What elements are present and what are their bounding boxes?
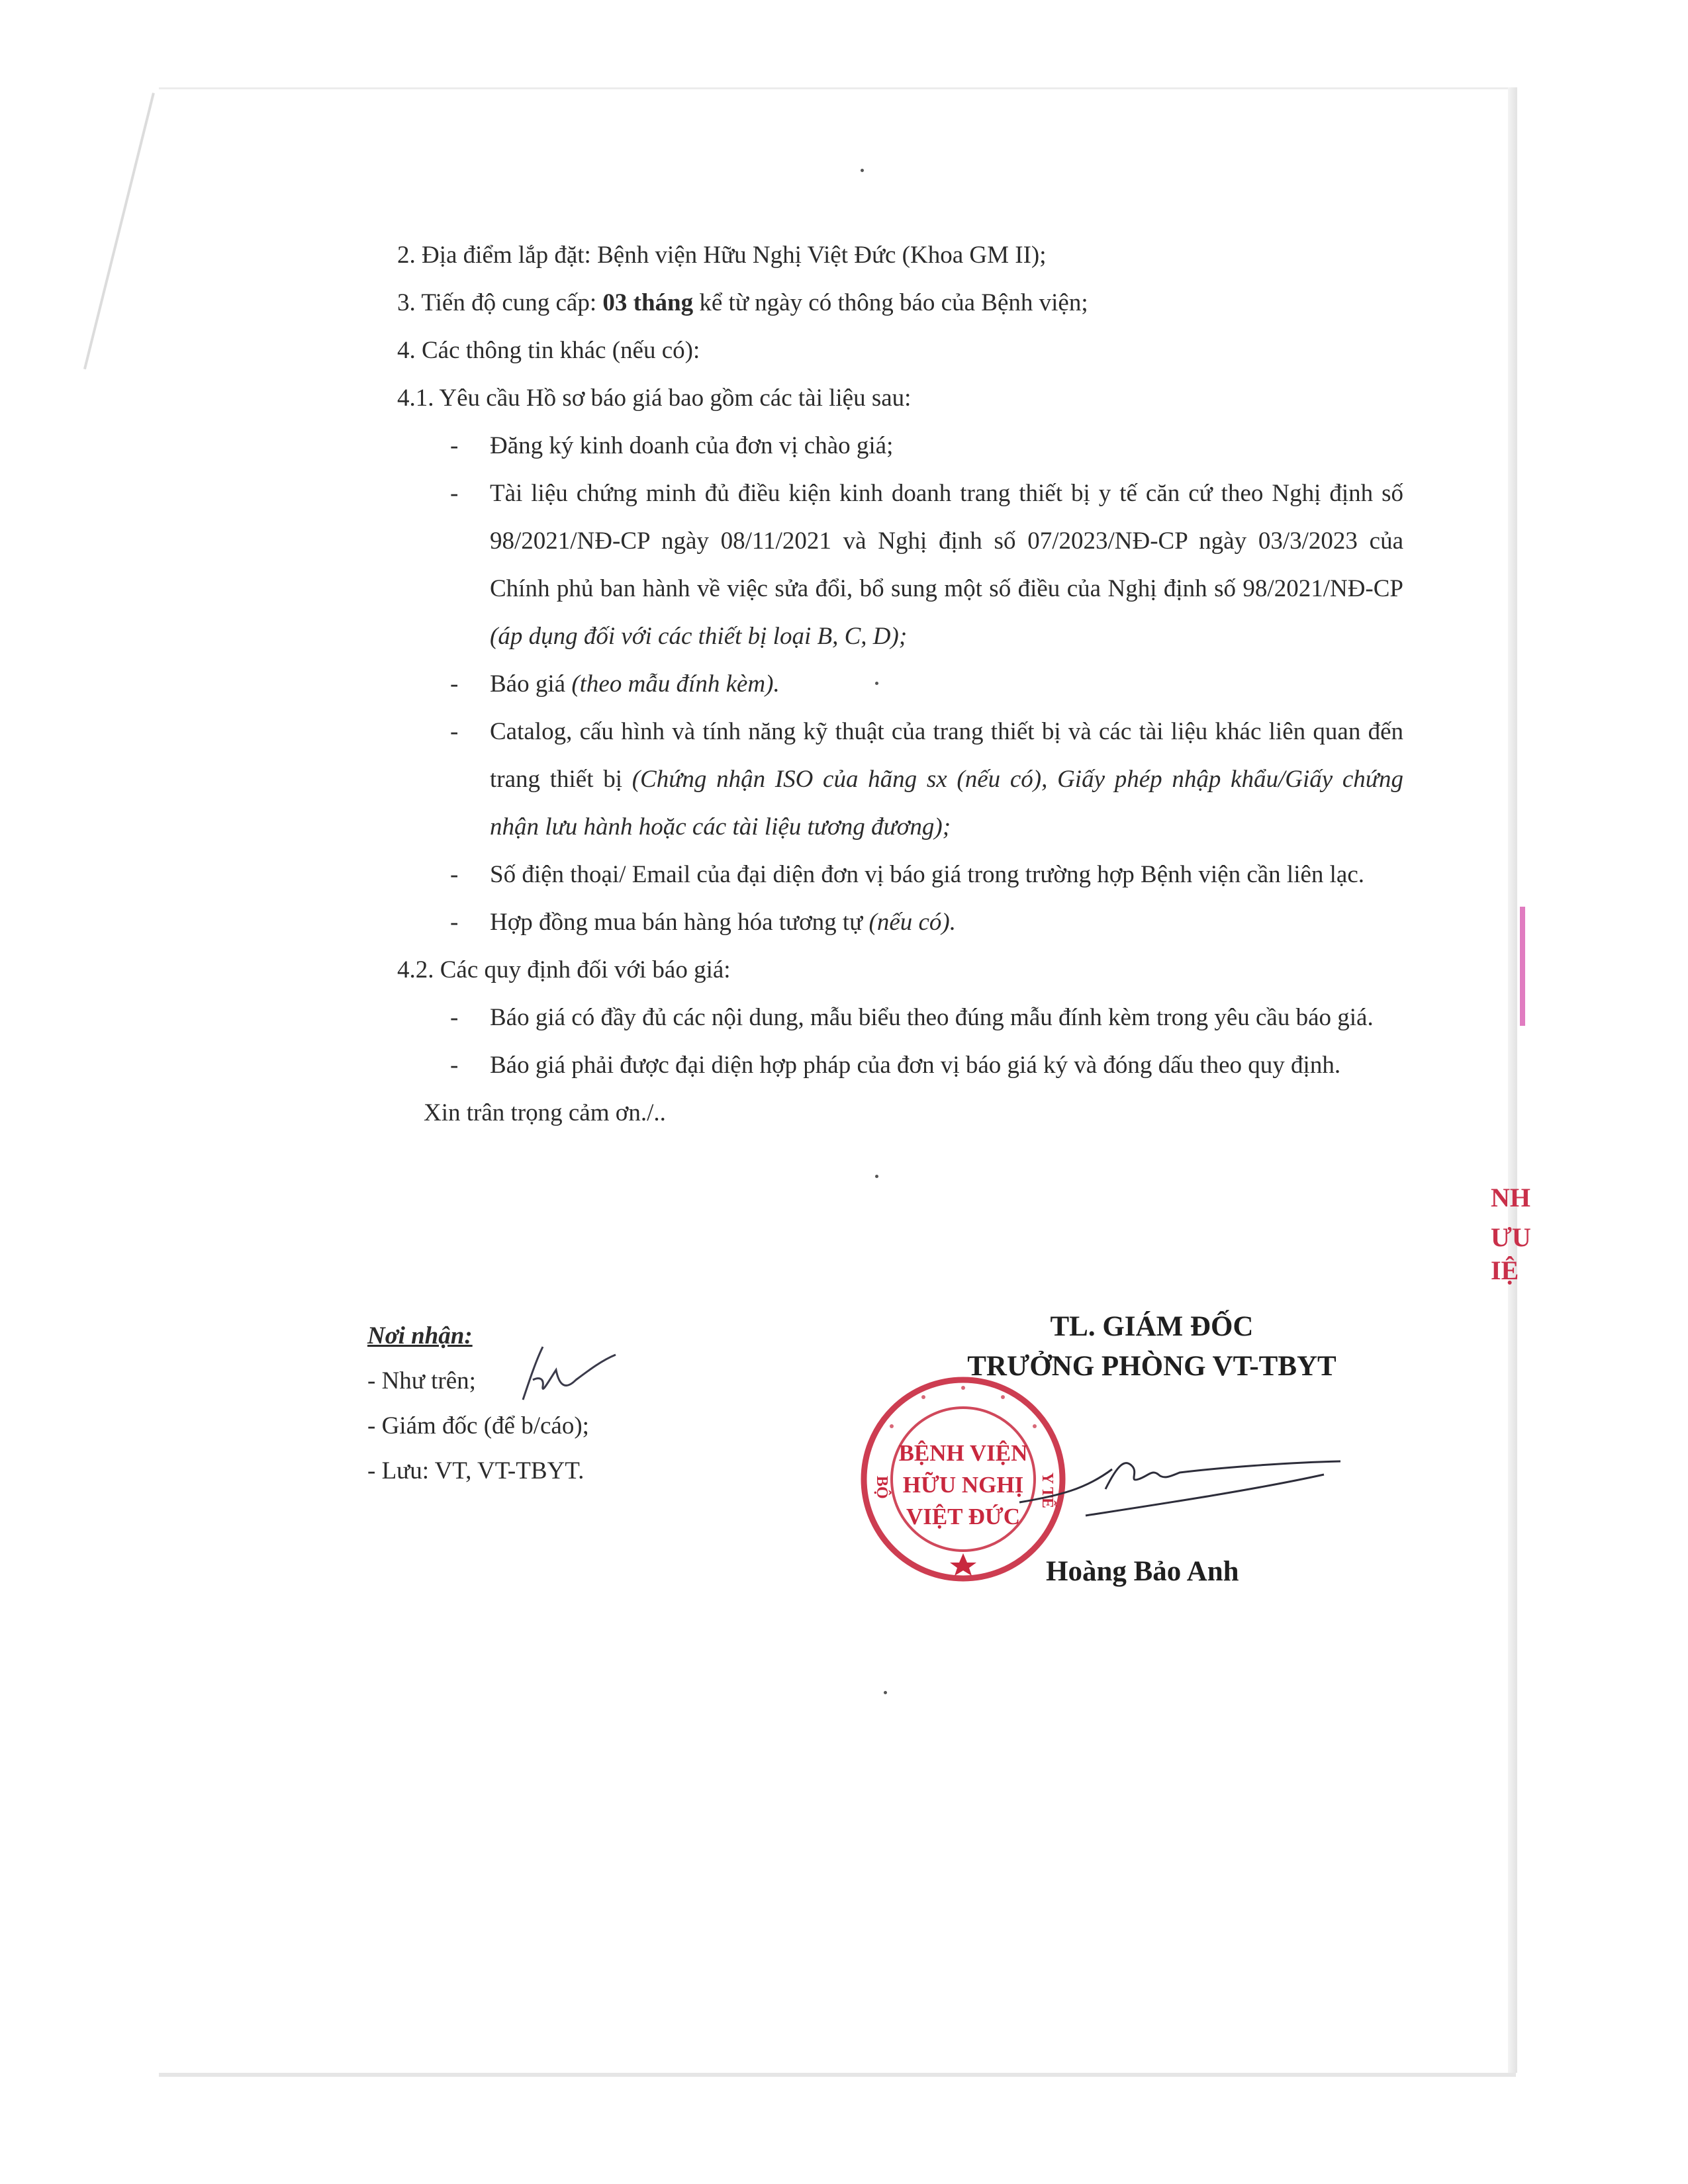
paper-fold-line [83, 93, 155, 369]
list-item: - Báo giá (theo mẫu đính kèm). [450, 670, 780, 698]
recipient-line: - Như trên; [367, 1367, 476, 1394]
speck [875, 1175, 878, 1178]
list-item: - Tài liệu chứng minh đủ điều kiện kinh doanh trang thiết bị y tế căn cứ theo Nghị định số 98/2021/NĐ-CP ngày 08/11/2021 và Nghị định số 07/2023/NĐ-CP ngày 03/3/2023 của Chính phủ ban hành về việc sửa đổi, bổ sung một số điều của Nghị định số 98/2021/NĐ-CP (áp dụng đối với các thiết bị loại B, C, D); [450, 480, 1403, 650]
signature-line-1: TL. GIÁM ĐỐC [1050, 1311, 1254, 1342]
seal-side-text: Y TẾ [1039, 1473, 1056, 1509]
item-4-2: 4.2. Các quy định đối với báo giá: [397, 956, 731, 983]
paper-edge-top [159, 87, 1516, 89]
speck [884, 1691, 887, 1694]
list-item: - Báo giá có đầy đủ các nội dung, mẫu biểu theo đúng mẫu đính kèm trong yêu cầu báo giá. [450, 1004, 1374, 1031]
list-item: - Báo giá phải được đại diện hợp pháp của đơn vị báo giá ký và đóng dấu theo quy định. [450, 1052, 1341, 1079]
item-4: 4. Các thông tin khác (nếu có): [397, 337, 700, 364]
margin-mark: NH [1491, 1183, 1530, 1212]
paper-edge-right [1508, 87, 1517, 2073]
document-body [397, 232, 1403, 1137]
director-signature [1006, 1443, 1350, 1529]
signer-name: Hoàng Bảo Anh [1046, 1556, 1239, 1587]
pink-page-strip [1520, 907, 1525, 1026]
item-2: 2. Địa điểm lắp đặt: Bệnh viện Hữu Nghị Việt Đức (Khoa GM II); [397, 242, 1047, 269]
margin-mark: ƯU [1491, 1222, 1531, 1252]
speck [861, 169, 864, 172]
item-4-1: 4.1. Yêu cầu Hồ sơ báo giá bao gồm các tài liệu sau: [397, 385, 912, 412]
list-item: - Số điện thoại/ Email của đại diện đơn vị báo giá trong trường hợp Bệnh viện cần liên lạc. [450, 861, 1365, 888]
seal-text: BỆNH VIỆN HỮU NGHỊ VIỆT ĐỨC [898, 1440, 1028, 1529]
signature-line-2: TRƯỞNG PHÒNG VT-TBYT [967, 1351, 1336, 1382]
list-item: - Đăng ký kinh doanh của đơn vị chào giá; [450, 432, 894, 459]
margin-mark: IỆ [1491, 1255, 1519, 1285]
recipients-title: Nơi nhận: [367, 1322, 473, 1349]
list-item: - Catalog, cấu hình và tính năng kỹ thuật của trang thiết bị và các tài liệu khác liên quan đến trang thiết bị (Chứng nhận ISO của hãng sx (nếu có), Giấy phép nhập khẩu/Giấy chứng nhận lưu hành hoặc các tài liệu tương đương); [450, 718, 1403, 841]
seal-side-text: BỘ [873, 1476, 890, 1499]
item-3: 3. Tiến độ cung cấp: 03 tháng kể từ ngày có thông báo của Bệnh viện; [397, 289, 1088, 316]
initials-signature [503, 1340, 622, 1406]
paper-edge-bottom [159, 2073, 1516, 2077]
recipient-line: - Lưu: VT, VT-TBYT. [367, 1457, 585, 1484]
recipient-line: - Giám đốc (để b/cáo); [367, 1412, 589, 1439]
list-item: - Hợp đồng mua bán hàng hóa tương tự (nếu có). [450, 909, 956, 936]
closing-line: Xin trân trọng cảm ơn./.. [424, 1099, 666, 1126]
